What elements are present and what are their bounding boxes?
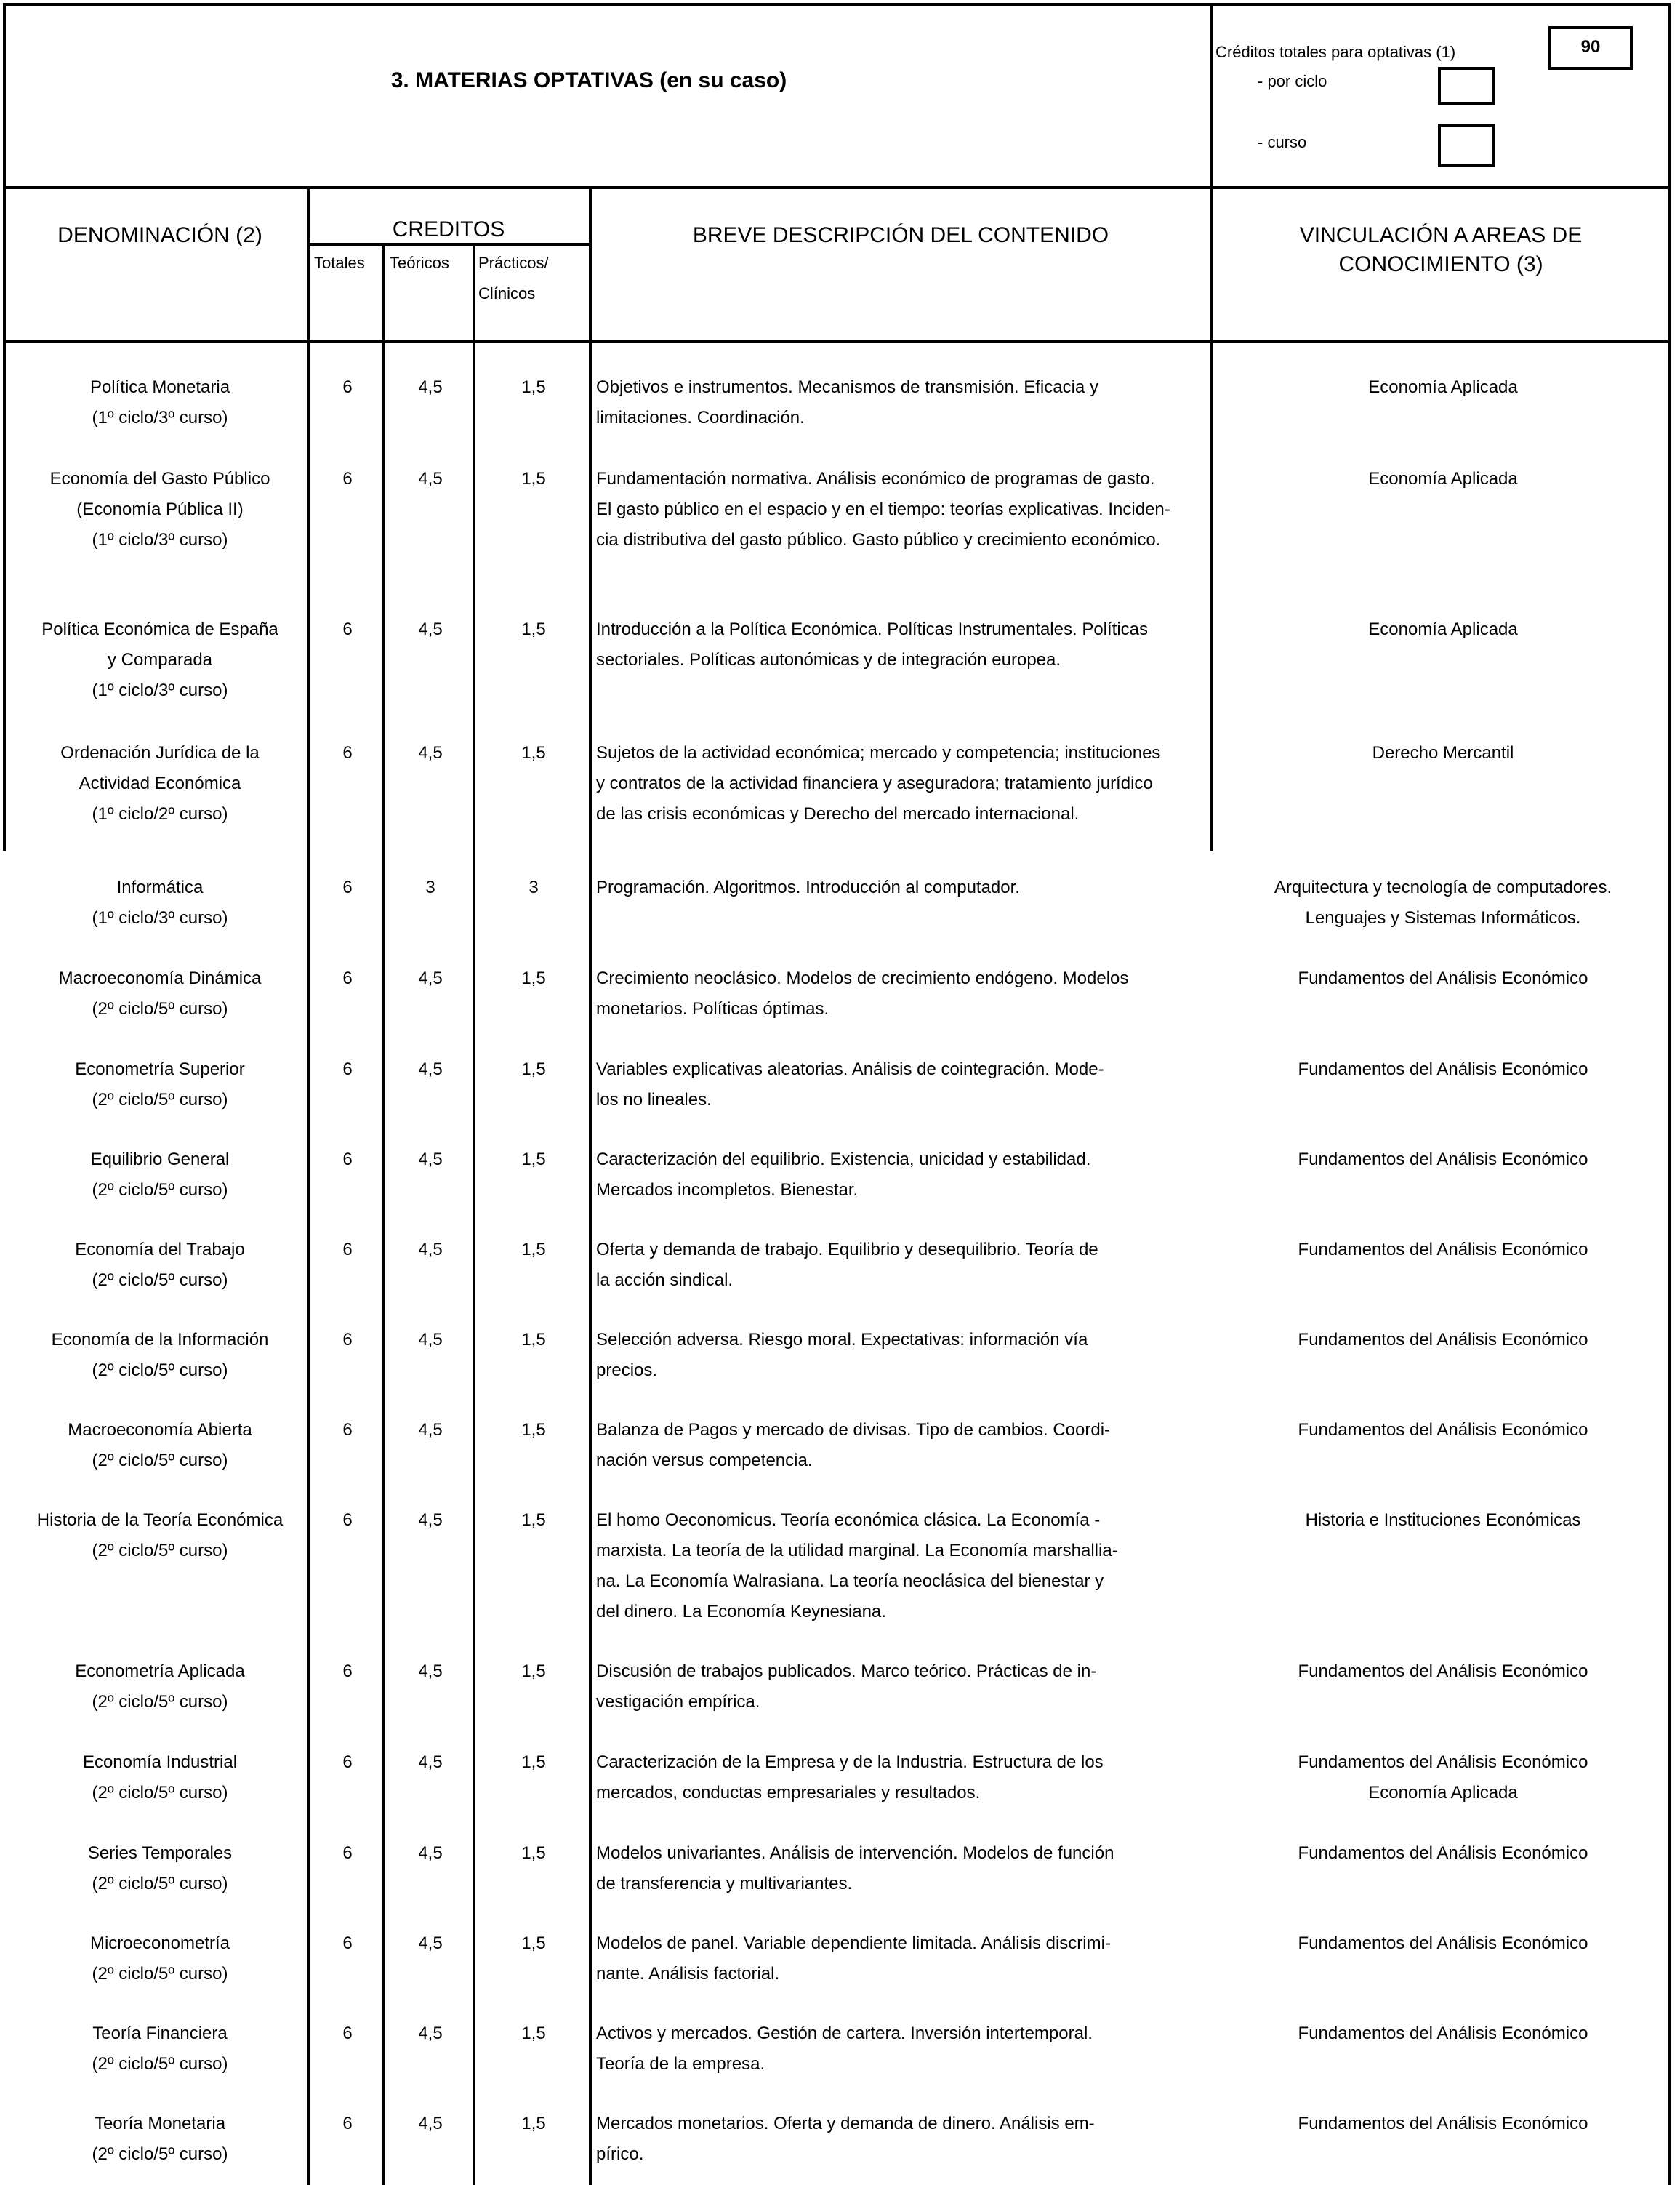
knowledge-area (1221, 1505, 1665, 1536)
subject-name-line: (1º ciclo/3º curso) (92, 908, 228, 928)
subject-name (15, 1054, 305, 1115)
credits-practice-line: 1,5 (521, 1330, 546, 1350)
knowledge-area (1221, 614, 1665, 645)
credits-practice (475, 372, 592, 403)
col-divider-descripcion (1210, 186, 1213, 851)
credits-practice (475, 2018, 592, 2049)
curso-label: - curso (1258, 133, 1307, 151)
credits-theory-line: 4,5 (418, 469, 443, 489)
subject-name-line: y Comparada (107, 650, 213, 670)
credits-practice (475, 1747, 592, 1778)
credits-total-line: 6 (342, 2024, 353, 2043)
knowledge-area-line: Fundamentos del Análisis Económico (1298, 1330, 1588, 1350)
credits-total (311, 738, 384, 769)
subject-name-line: Equilibrio General (90, 1150, 230, 1169)
credits-theory (387, 372, 474, 403)
content-description (596, 1656, 1207, 1717)
credits-practice-line: 1,5 (521, 1933, 546, 1953)
knowledge-area-line: Economía Aplicada (1368, 469, 1518, 489)
credits-practice-line: 1,5 (521, 469, 546, 489)
subject-name (15, 464, 305, 556)
content-description-line: de las crisis económicas y Derecho del mercado internacional. (596, 804, 1080, 824)
credits-total-line: 6 (342, 1510, 353, 1530)
subject-name-line: (2º ciclo/5º curso) (92, 1270, 228, 1290)
col-header-practicos-2: Clínicos (478, 284, 536, 302)
knowledge-area (1221, 1144, 1665, 1175)
subject-name-line: (2º ciclo/5º curso) (92, 1541, 228, 1560)
credits-practice (475, 1928, 592, 1959)
knowledge-area (1221, 1415, 1665, 1446)
credits-theory-line: 4,5 (418, 1059, 443, 1079)
knowledge-area-line: Fundamentos del Análisis Económico (1298, 1420, 1588, 1440)
knowledge-area-line: Fundamentos del Análisis Económico (1298, 1933, 1588, 1953)
content-description (596, 873, 1207, 903)
knowledge-area-line: Derecho Mercantil (1372, 743, 1514, 763)
credits-theory-line: 4,5 (418, 1752, 443, 1772)
subject-name-line: (2º ciclo/5º curso) (92, 1451, 228, 1470)
creditos-totales-value: 90 (1580, 37, 1601, 57)
credits-total (311, 1838, 384, 1869)
knowledge-area-line: Fundamentos del Análisis Económico (1298, 1150, 1588, 1169)
subject-name (15, 963, 305, 1025)
credits-practice-line: 1,5 (521, 2024, 546, 2043)
credits-theory-line: 4,5 (418, 1150, 443, 1169)
credits-practice (475, 1144, 592, 1175)
credits-total-line: 6 (342, 2114, 353, 2133)
credits-total-line: 6 (342, 1240, 353, 1259)
subject-name-line: (2º ciclo/5º curso) (92, 999, 228, 1019)
knowledge-area (1221, 464, 1665, 494)
knowledge-area (1221, 1235, 1665, 1265)
subject-name (15, 1235, 305, 1296)
credits-total-line: 6 (342, 1330, 353, 1350)
content-description-line: Sujetos de la actividad económica; mercado y competencia; instituciones (596, 743, 1161, 763)
knowledge-area-line: Fundamentos del Análisis Económico (1298, 1240, 1588, 1259)
subject-name-line: (Economía Pública II) (76, 500, 244, 519)
knowledge-area (1221, 738, 1665, 769)
credits-theory-line: 4,5 (418, 377, 443, 397)
subject-name (15, 1928, 305, 1989)
content-description-line: limitaciones. Coordinación. (596, 408, 805, 428)
content-description-line: Modelos de panel. Variable dependiente limitada. Análisis discrimi- (596, 1933, 1111, 1953)
credits-total (311, 2018, 384, 2049)
creditos-totales-label: Créditos totales para optativas (1) (1215, 43, 1456, 61)
credits-theory (387, 2018, 474, 2049)
content-description-line: Mercados incompletos. Bienestar. (596, 1180, 859, 1200)
por-ciclo-label: - por ciclo (1258, 72, 1327, 90)
credits-practice (475, 1054, 592, 1085)
content-description-line: Objetivos e instrumentos. Mecanismos de transmisión. Eficacia y (596, 377, 1098, 397)
top-border (3, 3, 1671, 6)
knowledge-area-line: Fundamentos del Análisis Económico (1298, 1843, 1588, 1863)
content-description-line: la acción sindical. (596, 1270, 734, 1290)
credits-total-line: 6 (342, 743, 353, 763)
content-description-line: Balanza de Pagos y mercado de divisas. Tipo de cambios. Coordi- (596, 1420, 1111, 1440)
credits-practice (475, 1235, 592, 1265)
credits-practice (475, 464, 592, 494)
knowledge-area (1221, 372, 1665, 403)
content-description (596, 1235, 1207, 1296)
subject-name-line: (2º ciclo/5º curso) (92, 1874, 228, 1893)
credits-total-line: 6 (342, 1661, 353, 1681)
content-description (596, 1054, 1207, 1115)
knowledge-area-line: Fundamentos del Análisis Económico (1298, 1059, 1588, 1079)
content-description-line: nación versus competencia. (596, 1451, 813, 1470)
credits-theory-line: 4,5 (418, 2024, 443, 2043)
col-header-teoricos: Teóricos (390, 254, 449, 272)
subject-name (15, 738, 305, 830)
credits-practice (475, 1838, 592, 1869)
col-header-denominacion: DENOMINACIÓN (2) (57, 223, 262, 247)
credits-practice (475, 963, 592, 994)
content-description-line: Programación. Algoritmos. Introducción al computador. (596, 878, 1020, 897)
content-description-line: vestigación empírica. (596, 1692, 760, 1712)
knowledge-area-line: Fundamentos del Análisis Económico (1298, 1752, 1588, 1772)
credits-total (311, 963, 384, 994)
knowledge-area-line: Lenguajes y Sistemas Informáticos. (1305, 908, 1581, 928)
subject-name-line: Actividad Económica (79, 774, 241, 793)
content-description-line: El homo Oeconomicus. Teoría económica clásica. La Economía - (596, 1510, 1101, 1530)
credits-total-line: 6 (342, 469, 353, 489)
credits-theory-line: 4,5 (418, 1420, 443, 1440)
credits-theory (387, 873, 474, 903)
content-description-line: Caracterización de la Empresa y de la Industria. Estructura de los (596, 1752, 1104, 1772)
credits-practice-line: 1,5 (521, 743, 546, 763)
content-description (596, 1505, 1207, 1627)
content-description-line: Mercados monetarios. Oferta y demanda de dinero. Análisis em- (596, 2114, 1095, 2133)
subject-name-line: (2º ciclo/5º curso) (92, 1783, 228, 1803)
subject-name (15, 1415, 305, 1476)
credits-total-line: 6 (342, 1752, 353, 1772)
content-description (596, 614, 1207, 675)
subject-name-line: (2º ciclo/5º curso) (92, 1692, 228, 1712)
subject-name-line: Econometría Aplicada (75, 1661, 245, 1681)
content-description-line: marxista. La teoría de la utilidad marginal. La Economía marshallia- (596, 1541, 1118, 1560)
credits-theory (387, 738, 474, 769)
content-description-line: Activos y mercados. Gestión de cartera. Inversión intertemporal. (596, 2024, 1093, 2043)
right-border (1668, 3, 1671, 2185)
credits-total (311, 1928, 384, 1959)
subject-name-line: Microeconometría (89, 1933, 230, 1953)
knowledge-area-line: Fundamentos del Análisis Económico (1298, 2114, 1588, 2133)
content-description (596, 1325, 1207, 1386)
credits-theory-line: 4,5 (418, 2114, 443, 2133)
credits-theory (387, 1144, 474, 1175)
content-description-line: y contratos de la actividad financiera y aseguradora; tratamiento jurídico (596, 774, 1153, 793)
credits-theory-line: 4,5 (418, 1661, 443, 1681)
credits-practice (475, 1656, 592, 1687)
credits-theory-line: 4,5 (418, 743, 443, 763)
col-divider-totales (382, 244, 385, 2185)
credits-total (311, 1325, 384, 1355)
credits-total (311, 873, 384, 903)
credits-practice (475, 1325, 592, 1355)
subject-name-line: (2º ciclo/5º curso) (92, 2054, 228, 2074)
credits-total-line: 6 (342, 1059, 353, 1079)
knowledge-area (1221, 873, 1665, 934)
knowledge-area-line: Economía Aplicada (1368, 1783, 1518, 1803)
subject-name-line: Macroeconomía Abierta (68, 1420, 252, 1440)
content-description (596, 1747, 1207, 1808)
subject-name-line: Macroeconomía Dinámica (58, 969, 262, 988)
credits-total (311, 2109, 384, 2139)
subject-name-line: (2º ciclo/5º curso) (92, 1964, 228, 1984)
content-description (596, 2018, 1207, 2080)
credits-practice-line: 1,5 (521, 1752, 546, 1772)
credits-total-line: 6 (342, 1843, 353, 1863)
content-description-line: El gasto público en el espacio y en el tiempo: teorías explicativas. Inciden- (596, 500, 1170, 519)
knowledge-area (1221, 2018, 1665, 2049)
content-description-line: na. La Economía Walrasiana. La teoría neoclásica del bienestar y (596, 1571, 1104, 1591)
credits-practice-line: 3 (528, 878, 539, 897)
subject-name (15, 614, 305, 706)
credits-theory (387, 1415, 474, 1446)
knowledge-area (1221, 1656, 1665, 1687)
credits-total (311, 1415, 384, 1446)
credits-theory (387, 1656, 474, 1687)
content-description-line: Modelos univariantes. Análisis de intervención. Modelos de función (596, 1843, 1114, 1863)
por-ciclo-box (1438, 67, 1495, 105)
credits-practice-line: 1,5 (521, 1843, 546, 1863)
subject-name (15, 1144, 305, 1206)
subject-name (15, 873, 305, 934)
knowledge-area (1221, 1054, 1665, 1085)
subject-name-line: Teoría Monetaria (94, 2114, 226, 2133)
credits-total (311, 1656, 384, 1687)
credits-theory (387, 614, 474, 645)
credits-practice-line: 1,5 (521, 1510, 546, 1530)
content-description-line: los no lineales. (596, 1090, 712, 1110)
content-description-line: Variables explicativas aleatorias. Análisis de cointegración. Mode- (596, 1059, 1104, 1079)
header-right-divider (1210, 3, 1213, 188)
subject-name-line: Historia de la Teoría Económica (36, 1510, 284, 1530)
content-description-line: precios. (596, 1360, 658, 1380)
header-divider (3, 186, 1671, 189)
curso-box (1438, 124, 1495, 167)
credits-practice-line: 1,5 (521, 1150, 546, 1169)
knowledge-area (1221, 2109, 1665, 2139)
credits-total-line: 6 (342, 1933, 353, 1953)
credits-total (311, 1505, 384, 1536)
subject-name-line: (1º ciclo/3º curso) (92, 408, 228, 428)
content-description (596, 2109, 1207, 2170)
content-description-line: Caracterización del equilibrio. Existencia, unicidad y estabilidad. (596, 1150, 1091, 1169)
col-header-vinculacion-2: CONOCIMIENTO (3) (1338, 252, 1543, 276)
credits-total (311, 464, 384, 494)
credits-theory (387, 963, 474, 994)
content-description (596, 1928, 1207, 1989)
left-border (3, 3, 6, 851)
knowledge-area-line: Economía Aplicada (1368, 620, 1518, 639)
subject-name (15, 1747, 305, 1808)
subject-name-line: (2º ciclo/5º curso) (92, 2144, 228, 2164)
content-description (596, 372, 1207, 433)
credits-total-line: 6 (342, 620, 353, 639)
knowledge-area (1221, 963, 1665, 994)
credits-total (311, 1144, 384, 1175)
knowledge-area (1221, 1747, 1665, 1808)
subject-name-line: Economía del Gasto Público (49, 469, 270, 489)
subject-name (15, 1656, 305, 1717)
knowledge-area (1221, 1928, 1665, 1959)
subject-name (15, 2018, 305, 2080)
credits-theory (387, 1747, 474, 1778)
content-description-line: Fundamentación normativa. Análisis económico de programas de gasto. (596, 469, 1155, 489)
content-description-line: pírico. (596, 2144, 644, 2164)
credits-total-line: 6 (342, 377, 353, 397)
subject-name-line: (1º ciclo/3º curso) (92, 681, 228, 700)
subject-name-line: (2º ciclo/5º curso) (92, 1360, 228, 1380)
subject-name-line: (1º ciclo/3º curso) (92, 530, 228, 550)
subject-name (15, 372, 305, 433)
knowledge-area-line: Historia e Instituciones Económicas (1305, 1510, 1581, 1530)
credits-total-line: 6 (342, 1420, 353, 1440)
subject-name-line: Economía del Trabajo (75, 1240, 245, 1259)
content-description-line: sectoriales. Políticas autonómicas y de integración europea. (596, 650, 1061, 670)
credits-theory (387, 1325, 474, 1355)
credits-practice-line: 1,5 (521, 1240, 546, 1259)
subject-name-line: Teoría Financiera (92, 2024, 228, 2043)
content-description (596, 963, 1207, 1025)
knowledge-area-line: Economía Aplicada (1368, 377, 1518, 397)
credits-practice (475, 2109, 592, 2139)
knowledge-area (1221, 1838, 1665, 1869)
subject-name-line: Economía Industrial (82, 1752, 238, 1772)
credits-total-line: 6 (342, 878, 353, 897)
credits-practice (475, 1505, 592, 1536)
content-description-line: cia distributiva del gasto público. Gasto público y crecimiento económico. (596, 530, 1161, 550)
content-description-line: Introducción a la Política Económica. Políticas Instrumentales. Políticas (596, 620, 1149, 639)
credits-theory-line: 4,5 (418, 620, 443, 639)
column-header-divider (3, 340, 1671, 343)
credits-theory-line: 4,5 (418, 1933, 443, 1953)
col-divider-name (307, 186, 310, 2185)
subject-name-line: Informática (116, 878, 204, 897)
knowledge-area-line: Fundamentos del Análisis Económico (1298, 969, 1588, 988)
col-header-practicos-1: Prácticos/ (478, 254, 549, 272)
content-description-line: nante. Análisis factorial. (596, 1964, 780, 1984)
col-header-descripcion: BREVE DESCRIPCIÓN DEL CONTENIDO (692, 223, 1109, 247)
content-description (596, 1838, 1207, 1899)
credits-theory (387, 1505, 474, 1536)
credits-theory (387, 1838, 474, 1869)
credits-theory-line: 4,5 (418, 1510, 443, 1530)
credits-total-line: 6 (342, 969, 353, 988)
subject-name-line: Política Monetaria (89, 377, 230, 397)
subject-name-line: Economía de la Información (51, 1330, 269, 1350)
credits-practice-line: 1,5 (521, 1420, 546, 1440)
credits-practice-line: 1,5 (521, 969, 546, 988)
knowledge-area-line: Fundamentos del Análisis Económico (1298, 2024, 1588, 2043)
knowledge-area (1221, 1325, 1665, 1355)
subject-name (15, 2109, 305, 2170)
credits-theory-line: 4,5 (418, 969, 443, 988)
credits-practice-line: 1,5 (521, 1059, 546, 1079)
credits-total (311, 614, 384, 645)
content-description (596, 1415, 1207, 1476)
credits-practice-line: 1,5 (521, 620, 546, 639)
page-title: 3. MATERIAS OPTATIVAS (en su caso) (390, 68, 787, 92)
credits-theory (387, 464, 474, 494)
subject-name-line: Econometría Superior (75, 1059, 245, 1079)
credits-practice (475, 1415, 592, 1446)
subject-name-line: (1º ciclo/2º curso) (92, 804, 228, 824)
content-description-line: Teoría de la empresa. (596, 2054, 765, 2074)
credits-practice (475, 738, 592, 769)
col-divider-teoricos (473, 244, 475, 2185)
credits-theory (387, 1928, 474, 1959)
subject-name-line: (2º ciclo/5º curso) (92, 1180, 228, 1200)
credits-theory-line: 4,5 (418, 1330, 443, 1350)
content-description (596, 464, 1207, 556)
credits-theory-line: 4,5 (418, 1843, 443, 1863)
knowledge-area-line: Arquitectura y tecnología de computadores. (1274, 878, 1612, 897)
credits-practice (475, 873, 592, 903)
subject-name-line: Ordenación Jurídica de la (60, 743, 260, 763)
col-header-creditos: CREDITOS (392, 217, 505, 241)
credits-practice-line: 1,5 (521, 1661, 546, 1681)
credits-practice-line: 1,5 (521, 2114, 546, 2133)
credits-total (311, 1054, 384, 1085)
credits-theory (387, 1054, 474, 1085)
credits-theory-line: 3 (425, 878, 435, 897)
subject-name (15, 1838, 305, 1899)
knowledge-area-line: Fundamentos del Análisis Económico (1298, 1661, 1588, 1681)
content-description (596, 1144, 1207, 1206)
credits-theory (387, 1235, 474, 1265)
credits-theory-line: 4,5 (418, 1240, 443, 1259)
content-description (596, 738, 1207, 830)
col-header-totales: Totales (314, 254, 365, 272)
creditos-totales-box (1548, 26, 1633, 70)
subject-name-line: Series Temporales (87, 1843, 233, 1863)
content-description-line: de transferencia y multivariantes. (596, 1874, 853, 1893)
subject-name (15, 1505, 305, 1566)
credits-practice (475, 614, 592, 645)
content-description-line: del dinero. La Economía Keynesiana. (596, 1602, 886, 1621)
credits-total (311, 1747, 384, 1778)
content-description-line: mercados, conductas empresariales y resultados. (596, 1783, 981, 1803)
content-description-line: Crecimiento neoclásico. Modelos de crecimiento endógeno. Modelos (596, 969, 1129, 988)
credits-total (311, 372, 384, 403)
subject-name-line: Política Económica de España (41, 620, 278, 639)
credits-total-line: 6 (342, 1150, 353, 1169)
credits-practice-line: 1,5 (521, 377, 546, 397)
credits-total (311, 1235, 384, 1265)
subject-name-line: (2º ciclo/5º curso) (92, 1090, 228, 1110)
content-description-line: Selección adversa. Riesgo moral. Expectativas: información vía (596, 1330, 1088, 1350)
credits-theory (387, 2109, 474, 2139)
content-description-line: monetarios. Políticas óptimas. (596, 999, 829, 1019)
subject-name (15, 1325, 305, 1386)
content-description-line: Discusión de trabajos publicados. Marco teórico. Prácticas de in- (596, 1661, 1097, 1681)
col-header-vinculacion-1: VINCULACIÓN A AREAS DE (1299, 223, 1583, 247)
content-description-line: Oferta y demanda de trabajo. Equilibrio y desequilibrio. Teoría de (596, 1240, 1098, 1259)
